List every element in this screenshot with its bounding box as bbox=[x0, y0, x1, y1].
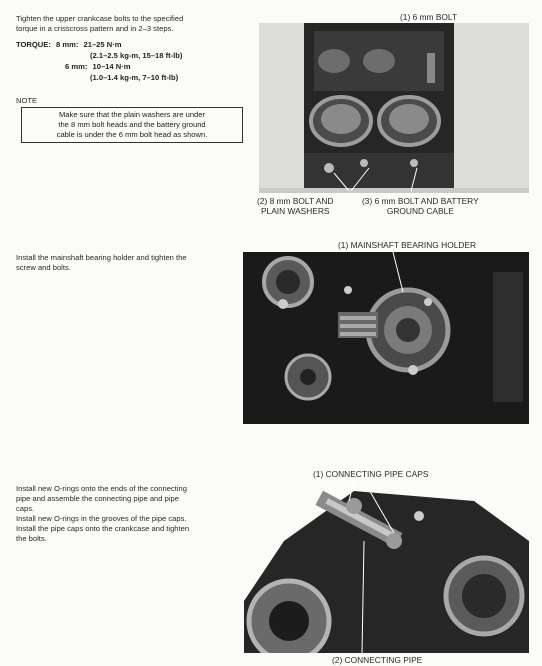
section3-line6: the bolts. bbox=[16, 534, 47, 543]
photo-upper-crankcase bbox=[259, 23, 529, 193]
section2-paragraph bbox=[16, 253, 246, 273]
photo1-caption-ground-line2: GROUND CABLE bbox=[386, 206, 454, 216]
note-box bbox=[21, 107, 243, 143]
section2-paragraph-line1: Install the mainshaft bearing holder and tighten the bbox=[16, 253, 187, 262]
torque-8mm-value: 21–25 N·m bbox=[83, 40, 122, 49]
torque-8mm-row bbox=[16, 40, 122, 50]
photo-connecting-pipe bbox=[244, 481, 529, 653]
torque-6mm-value: 10–14 N·m bbox=[92, 62, 131, 71]
section3-line1: Install new O-rings onto the ends of the connecting bbox=[16, 484, 187, 493]
section3-line3: caps. bbox=[16, 504, 35, 513]
note-line1: Make sure that the plain washers are under bbox=[58, 110, 206, 119]
photo1-caption-bolt: (1) 6 mm BOLT bbox=[400, 12, 458, 22]
photo3-caption-connecting-pipe: (2) CONNECTING PIPE bbox=[332, 655, 423, 665]
photo1-caption-ground-cable bbox=[362, 196, 479, 216]
torque-6mm-label: 6 mm: bbox=[65, 62, 88, 71]
section1-paragraph-line1: Tighten the upper crankcase bolts to the specified bbox=[16, 14, 184, 23]
torque-8mm-label: 8 mm: bbox=[56, 40, 79, 49]
photo3-caption-pipe-caps: (1) CONNECTING PIPE CAPS bbox=[313, 469, 429, 479]
photo1-caption-8mm-line1: (2) 8 mm BOLT AND bbox=[257, 196, 334, 206]
section3-line2: pipe and assemble the connecting pipe and pipe bbox=[16, 494, 179, 503]
note-line2: the 8 mm bolt heads and the battery ground bbox=[58, 120, 206, 129]
section1-paragraph bbox=[16, 14, 246, 34]
photo1-caption-8mm-bolt bbox=[257, 196, 333, 216]
note-heading: NOTE bbox=[16, 96, 38, 105]
section3-line5: Install the pipe caps onto the crankcase and tighten bbox=[16, 524, 190, 533]
section3-paragraph bbox=[16, 484, 248, 544]
photo1-caption-8mm-line2: PLAIN WASHERS bbox=[260, 206, 330, 216]
section3-line4: Install new O-rings in the grooves of the pipe caps. bbox=[16, 514, 187, 523]
section1-paragraph-line2: torque in a crisscross pattern and in 2–3 steps. bbox=[16, 24, 174, 33]
torque-6mm-row bbox=[65, 62, 131, 72]
photo-mainshaft-bearing-holder bbox=[243, 252, 529, 424]
section2-paragraph-line2: screw and bolts. bbox=[16, 263, 71, 272]
torque-6mm-alt: (1.0–1.4 kg-m, 7–10 ft-lb) bbox=[90, 73, 179, 82]
photo1-caption-ground-line1: (3) 6 mm BOLT AND BATTERY bbox=[362, 196, 479, 206]
torque-label: TORQUE: bbox=[16, 40, 51, 49]
note-line3: cable is under the 6 mm bolt head as shown. bbox=[56, 130, 208, 139]
photo2-caption-bearing-holder: (1) MAINSHAFT BEARING HOLDER bbox=[338, 240, 477, 250]
torque-8mm-alt: (2.1–2.5 kg-m, 15–18 ft-lb) bbox=[90, 51, 183, 60]
